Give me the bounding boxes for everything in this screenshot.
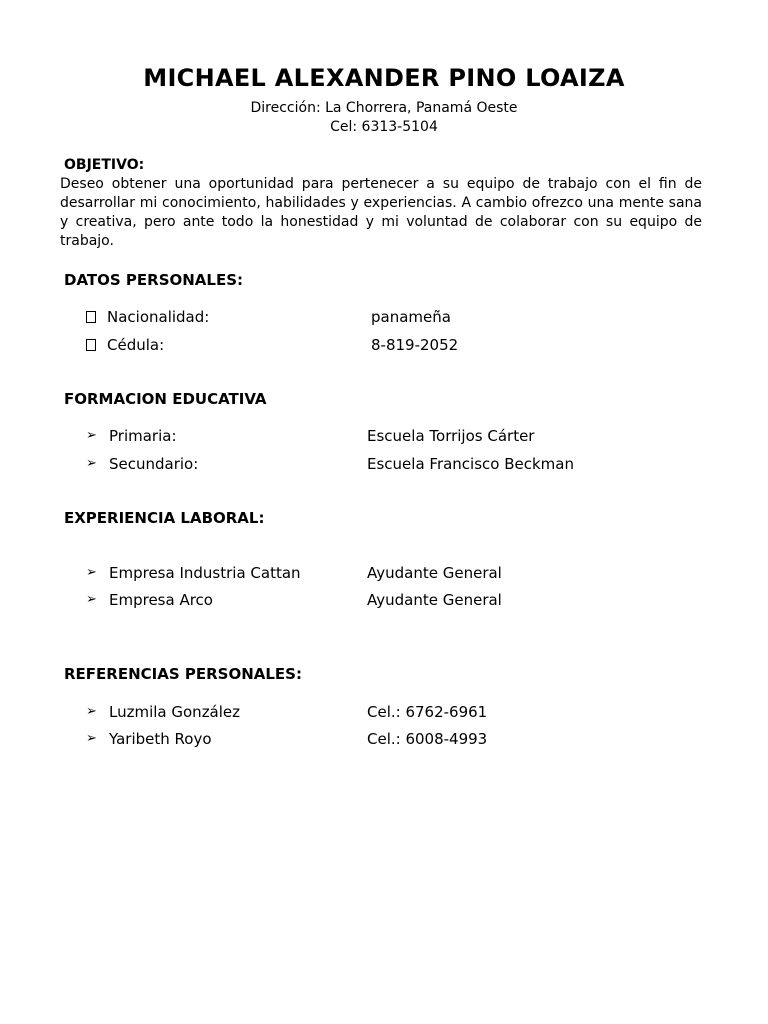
education-item-value: Escuela Francisco Beckman <box>367 455 574 473</box>
arrow-bullet-icon: ➢ <box>86 456 97 471</box>
reference-item <box>86 703 706 725</box>
arrow-bullet-icon: ➢ <box>86 592 97 607</box>
personal-item-nationality <box>86 308 706 330</box>
experience-item-company: Empresa Industria Cattan <box>109 564 301 582</box>
phone-line: Cel: 6313-5104 <box>330 119 438 135</box>
personal-item-value: 8-819-2052 <box>371 336 459 354</box>
arrow-bullet-icon: ➢ <box>86 428 97 443</box>
personal-item-value: panameña <box>371 308 451 326</box>
education-item-label: Primaria: <box>109 427 177 445</box>
experience-item-role: Ayudante General <box>367 564 502 582</box>
personal-item-id <box>86 336 706 358</box>
reference-item <box>86 730 706 752</box>
page-title: MICHAEL ALEXANDER PINO LOAIZA <box>143 64 625 92</box>
personal-item-label: Nacionalidad: <box>107 308 210 326</box>
arrow-bullet-icon: ➢ <box>86 731 97 746</box>
reference-item-name: Luzmila González <box>109 703 241 721</box>
experience-item-company: Empresa Arco <box>109 591 213 609</box>
experience-heading: EXPERIENCIA LABORAL: <box>64 509 265 527</box>
reference-item-name: Yaribeth Royo <box>109 730 212 748</box>
arrow-bullet-icon: ➢ <box>86 704 97 719</box>
objective-text: Deseo obtener una oportunidad para pertenecer a su equipo de trabajo con el fin de desarrollar mi conocimiento, habilidades y experiencias. A cambio ofrezco una mente sana y creativa, pero ante todo la honestidad y mi voluntad de colaborar con su equipo de trabajo. <box>60 176 702 249</box>
experience-item <box>86 564 706 586</box>
personal-data-heading: DATOS PERSONALES: <box>64 271 244 289</box>
reference-item-phone: Cel.: 6008-4993 <box>367 730 488 748</box>
experience-item <box>86 591 706 613</box>
education-item-value: Escuela Torrijos Cárter <box>367 427 535 445</box>
checkbox-bullet-icon <box>86 311 96 323</box>
arrow-bullet-icon: ➢ <box>86 565 97 580</box>
experience-item-role: Ayudante General <box>367 591 502 609</box>
education-heading: FORMACION EDUCATIVA <box>64 390 267 408</box>
personal-item-label: Cédula: <box>107 336 165 354</box>
education-item-secondary <box>86 455 706 477</box>
objective-heading: OBJETIVO: <box>64 157 145 173</box>
address-line: Dirección: La Chorrera, Panamá Oeste <box>250 100 518 116</box>
reference-item-phone: Cel.: 6762-6961 <box>367 703 488 721</box>
education-item-label: Secundario: <box>109 455 199 473</box>
education-item-primary <box>86 427 706 449</box>
checkbox-bullet-icon <box>86 339 96 351</box>
references-heading: REFERENCIAS PERSONALES: <box>64 665 302 683</box>
